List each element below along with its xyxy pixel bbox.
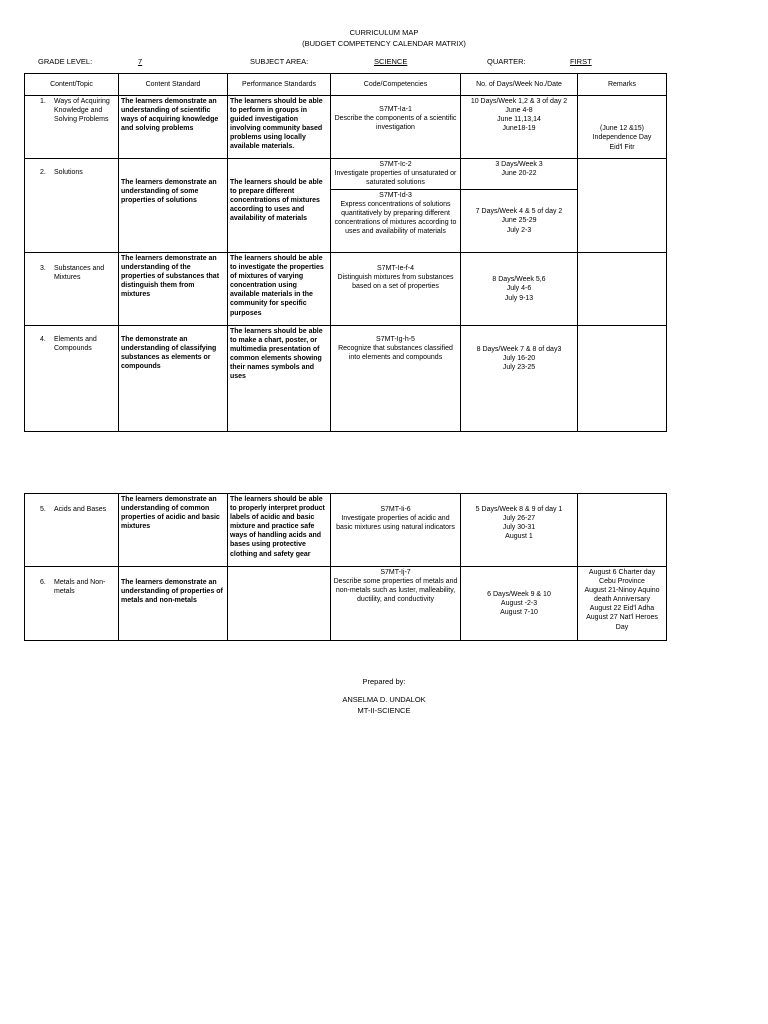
content-standard-text: The learners demonstrate an understanding of some properties of solutions [121,179,217,205]
days-line: July 2-3 [506,226,532,234]
days-cell [461,96,578,159]
curriculum-table-1 [24,73,667,432]
performance-cell [228,567,331,641]
days-line: 5 Days/Week 8 & 9 of day 1 [475,506,563,513]
remarks-line: August 22 Eid'l Adha [589,605,655,613]
quarter-label: QUARTER: [487,57,526,66]
topic-cell [25,96,119,159]
topic-title: Ways of Acquiring Knowledge and Solving Problems [54,98,110,124]
performance-cell [228,159,331,253]
days-cell [461,159,578,190]
preparer-name: ANSELMA D. UNDALOK [342,695,426,704]
code-cell [331,494,461,567]
content-standard-cell: The learners demonstrate an understanding of common properties of acidic and basic mixtures [119,494,228,567]
performance-cell: The learners should be able to investigate the properties of mixtures of varying concentration using available materials in the community for specific purposes [228,253,331,326]
code-cell [331,253,461,326]
content-standard-cell: The learners demonstrate an understanding of the properties of substances that distinguish them from mixtures [119,253,228,326]
table-row [25,494,667,567]
content-standard-text: The demonstrate an understanding of classifying substances as elements or compounds [121,336,217,371]
days-line: July 26-27 [502,515,536,523]
remarks-cell [578,326,667,432]
topic-cell [25,253,119,326]
remarks-line: (June 12 &15) [600,125,644,133]
competency-text: Distinguish mixtures from substances based on a set of properties [337,274,454,291]
competency-text: Describe some properties of metals and non-metals such as luster, malleability, ductility, and conductivity [333,578,458,604]
days-line: August -2-3 [500,599,538,607]
days-line: August 1 [505,533,533,541]
col-header-content-standard: Content Standard [119,74,228,96]
code-cell [331,159,461,190]
days-line: July 30-31 [502,524,536,532]
days-line: July 4-6 [506,285,532,293]
topic-number: 5. [40,506,46,513]
topic-number: 2. [40,169,46,176]
topic-cell [25,494,119,567]
col-header-performance: Performance Standards [228,74,331,96]
table-header-row [25,74,667,96]
days-line: 8 Days/Week 5,6 [492,276,546,284]
competency-code: S7MT-Ii-6 [380,506,411,513]
col-header-topic: Content/Topic [25,74,119,96]
topic-title: Metals and Non-metals [54,579,106,596]
grade-level-label: GRADE LEVEL: [38,57,93,66]
performance-cell: The learners should be able to make a chart, poster, or multimedia presentation of common elements showing their names symbols and uses [228,326,331,432]
competency-code: S7MT-Ia-1 [379,106,412,113]
days-cell [461,190,578,253]
days-line: July 9-13 [504,294,534,302]
col-header-days: No. of Days/Week No./Date [461,74,578,96]
topic-number: 6. [40,579,46,586]
remarks-cell [578,159,667,253]
subject-area-label: SUBJECT AREA: [250,57,309,66]
table-row [25,326,667,432]
content-standard-cell: The learners demonstrate an understanding of scientific ways of acquiring knowledge and solving problems [119,96,228,159]
competency-code: S7MT-Ic-2 [379,161,412,168]
col-header-code: Code/Competencies [331,74,461,96]
competency-text: Recognize that substances classified into elements and compounds [338,345,453,362]
days-cell [461,567,578,641]
competency-code: S7MT-Ij-7 [380,569,411,576]
days-line: July 16-20 [502,355,536,363]
remarks-cell [578,567,667,641]
days-line: June 20-22 [501,170,537,178]
topic-number: 1. [40,98,46,105]
table-row [25,159,667,190]
competency-code: S7MT-Ig-h-5 [376,336,415,343]
topic-cell [25,326,119,432]
content-standard-cell [119,567,228,641]
content-standard-text: The learners demonstrate an understanding of properties of metals and non-metals [121,579,223,605]
code-cell [331,567,461,641]
grade-level-value: 7 [138,57,143,66]
days-line: 10 Days/Week 1,2 & 3 of day 2 [470,98,568,105]
performance-text: The learners should be able to prepare different concentrations of mixtures according to uses and availability of materials [230,179,323,223]
performance-cell: The learners should be able to perform in groups in guided investigation involving community based problems using locally available materials. [228,96,331,159]
content-standard-cell [119,326,228,432]
remarks-line: August 21-Ninoy Aquino death Anniversary [584,587,660,604]
remarks-line: Cebu Province [599,578,645,586]
remarks-line: Eid'l Fitr [609,143,635,151]
table-row [25,253,667,326]
days-line: June 25-29 [501,217,537,225]
remarks-cell [578,494,667,567]
content-standard-cell [119,159,228,253]
preparer-position: MT-II-SCIENCE [357,706,411,715]
topic-number: 3. [40,265,46,272]
days-line: June18-19 [502,125,536,133]
remarks-cell [578,96,667,159]
competency-text: Investigate properties of unsaturated or saturated solutions [334,170,457,187]
table-row [25,567,667,641]
document-subtitle: (BUDGET COMPETENCY CALENDAR MATRIX) [302,39,466,48]
days-line: 3 Days/Week 3 [495,161,543,168]
remarks-line: August 6 Charter day [588,569,656,576]
subject-area-value: SCIENCE [374,57,408,66]
code-cell [331,326,461,432]
days-cell [461,494,578,567]
competency-text: Investigate properties of acidic and basic mixtures using natural indicators [336,515,455,532]
competency-text: Express concentrations of solutions quantitatively by preparing different concentrations of mixtures according to uses and availability of materials [334,201,457,236]
prepared-by-label: Prepared by: [362,677,406,686]
curriculum-table-2 [24,493,667,641]
days-line: 8 Days/Week 7 & 8 of day3 [476,346,562,353]
days-line: 6 Days/Week 9 & 10 [487,590,551,598]
topic-title: Elements and Compounds [54,336,97,353]
quarter-value: FIRST [570,57,592,66]
topic-cell [25,567,119,641]
days-line: June 4-8 [505,107,533,115]
days-line: August 7-10 [500,609,538,617]
competency-code: S7MT-Id-3 [379,192,412,199]
topic-title: Solutions [54,169,83,176]
competency-text: Describe the components of a scientific investigation [334,115,457,132]
topic-number: 4. [40,336,46,343]
days-line: 7 Days/Week 4 & 5 of day 2 [475,208,563,216]
remarks-line: August 27 Nat'l Heroes Day [586,614,658,631]
code-cell [331,96,461,159]
days-line: June 11,13,14 [497,116,541,124]
remarks-line: Independence Day [592,134,652,142]
document-title: CURRICULUM MAP [349,28,419,37]
competency-code: S7MT-Ie-f-4 [377,265,414,272]
topic-title: Acids and Bases [54,506,107,513]
col-header-remarks: Remarks [578,74,667,96]
performance-cell: The learners should be able to properly interpret product labels of acidic and basic mixture and practice safe ways of handling acids and bases using protective clothing and safety gear [228,494,331,567]
topic-cell [25,159,119,253]
days-cell [461,326,578,432]
days-line: July 23-25 [502,364,536,372]
days-cell [461,253,578,326]
code-cell [331,190,461,253]
topic-title: Substances and Mixtures [54,265,105,282]
remarks-cell [578,253,667,326]
table-row [25,96,667,159]
